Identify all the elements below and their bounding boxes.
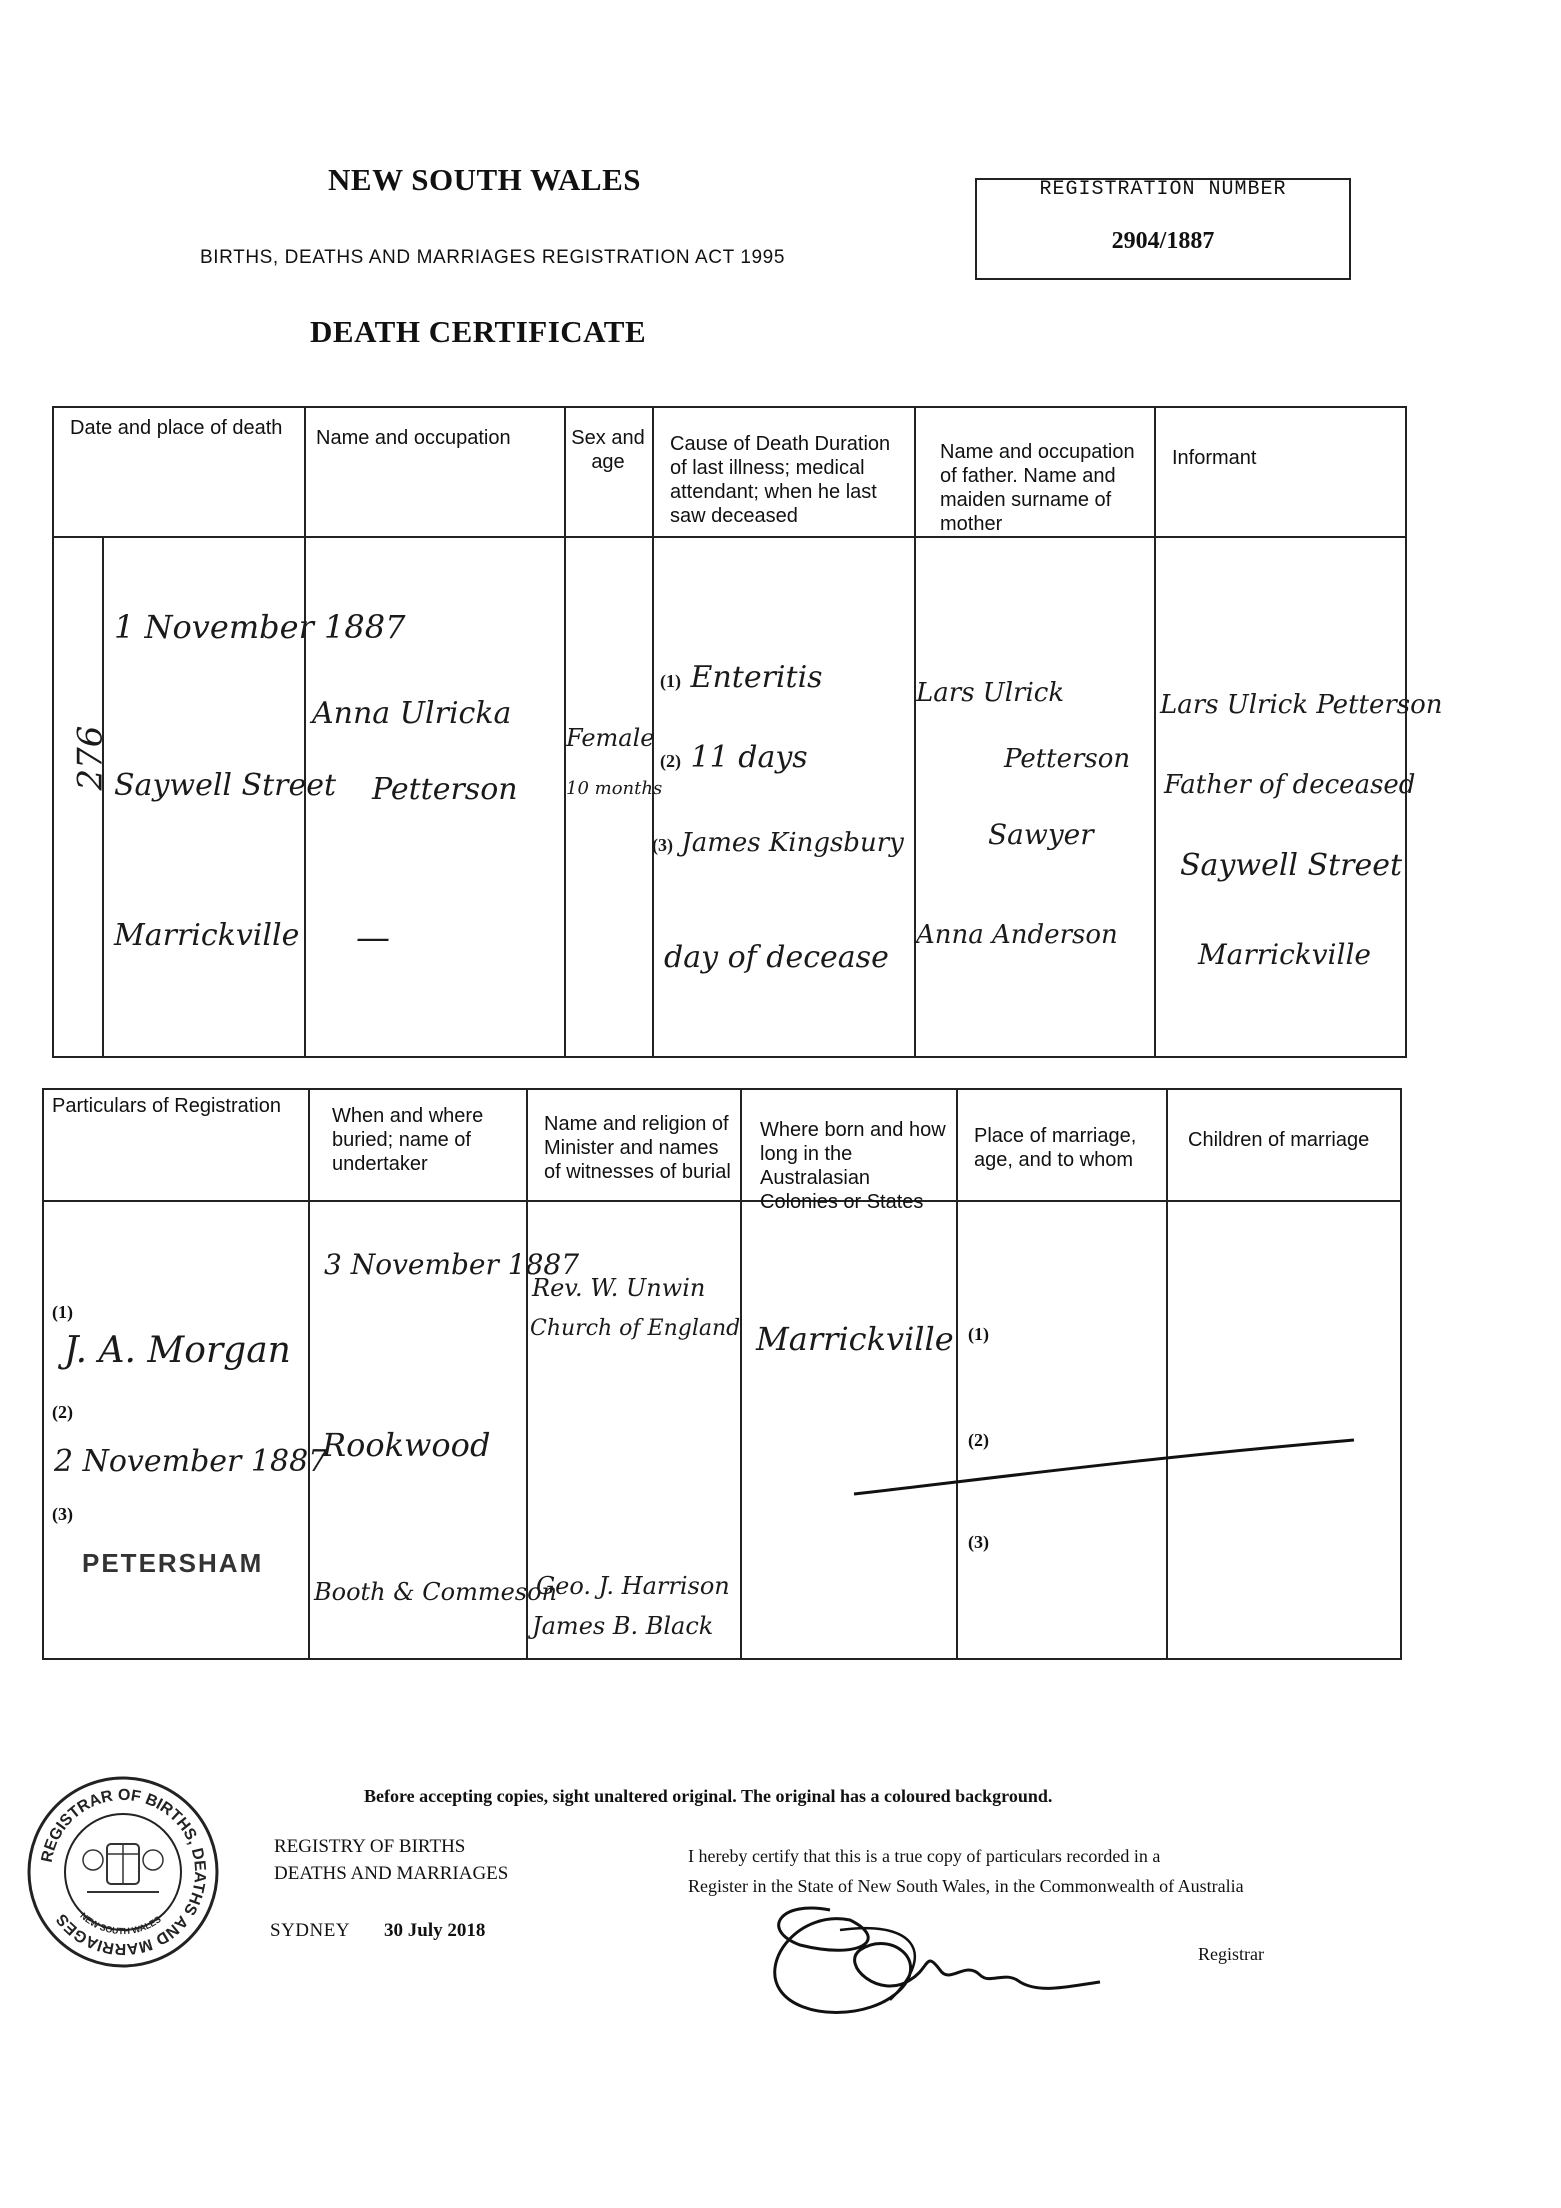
reg-marker-3: (3) [52,1504,73,1524]
seal-outer-text: REGISTRAR OF BIRTHS, DEATHS AND MARRIAGES [38,1786,209,1958]
header-burial: When and where buried; name of undertaker [332,1105,484,1175]
header-informant: Informant [1172,447,1257,469]
registration-box [975,178,1351,280]
header-registration: Particulars of Registration [52,1095,281,1117]
registration-label: REGISTRATION NUMBER [1039,178,1287,201]
deceased-surname: Petterson [372,772,518,807]
header-name-occupation: Name and occupation [316,427,511,449]
deceased-occupation: — [356,918,390,958]
certification-line-1: I hereby certify that this is a true copy of particulars recorded in a [688,1846,1161,1866]
marker-3: (3) [652,835,673,855]
last-seen: day of decease [664,940,889,975]
informant-suburb: Marrickville [1198,938,1371,971]
issue-date: 30 July 2018 [384,1920,486,1941]
informant-street: Saywell Street [1180,848,1403,883]
registrar-name: J. A. Morgan [64,1330,291,1371]
cause-text: Enteritis [690,660,823,695]
header-children: Children of marriage [1188,1129,1370,1151]
header-minister: Name and religion of Minister and names of witnesses of burial [544,1113,731,1183]
death-suburb: Marrickville [114,918,300,953]
registration-number: 2904/1887 [1111,228,1215,254]
minister-religion: Church of England [530,1316,741,1341]
marriage-marker-3: (3) [968,1532,989,1552]
registry-seal [25,1774,221,1970]
deceased-given-names: Anna Ulricka [312,696,512,731]
header-born: Where born and how long in the Australasian Colonies or States [760,1119,946,1213]
header-cause-of-death: Cause of Death Duration of last illness; medical attendant; when he last saw deceased [670,433,891,527]
marriage-marker-1: (1) [968,1324,989,1344]
marriage-strikeout-line [814,1430,1364,1510]
registration-date: 2 November 1887 [54,1444,328,1479]
burial-place: Rookwood [322,1426,491,1464]
mother-name: Anna Anderson [916,920,1118,950]
informant-relation: Father of deceased [1164,770,1416,800]
registrar-signature [740,1890,1120,2040]
reg-marker-1: (1) [52,1302,73,1322]
father-surname: Petterson [1004,744,1131,774]
informant-name: Lars Ulrick Petterson [1160,690,1443,720]
marriage-marker-2: (2) [968,1430,989,1450]
entry-number: 276 [70,725,111,791]
father-given-names: Lars Ulrick [916,678,1065,708]
registry-name-line-1: REGISTRY OF BIRTHS [274,1836,466,1857]
duration-text: 11 days [690,740,808,775]
deceased-sex: Female [566,724,655,752]
header-marriage: Place of marriage, age, and to whom [974,1125,1137,1171]
witness-2: James B. Black [532,1612,714,1640]
header-parents: Name and occupation of father. Name and maiden surname of mother [940,441,1135,535]
minister-name: Rev. W. Unwin [532,1274,706,1302]
marker-1: (1) [660,671,681,691]
attendant-text: James Kingsbury [681,828,904,858]
seal-inner-text: NEW SOUTH WALES [78,1910,163,1937]
header-sex-age: Sex and age [571,427,645,473]
document-title: DEATH CERTIFICATE [310,314,647,349]
issue-city: SYDNEY [270,1920,351,1941]
death-date: 1 November 1887 [114,608,406,646]
registrar-label: Registrar [1198,1944,1264,1964]
deceased-age: 10 months [566,778,663,799]
state-title: NEW SOUTH WALES [328,162,642,197]
act-line: BIRTHS, DEATHS AND MARRIAGES REGISTRATION ACT 1995 [200,247,785,268]
marker-2: (2) [660,751,681,771]
reg-marker-2: (2) [52,1402,73,1422]
death-details-table [52,406,1443,1058]
death-street: Saywell Street [114,768,337,803]
illness-duration [660,740,808,775]
registration-place-stamp: PETERSHAM [82,1548,264,1578]
father-occupation: Sawyer [988,818,1094,851]
birthplace: Marrickville [756,1320,954,1358]
registry-name-line-2: DEATHS AND MARRIAGES [274,1863,509,1884]
certification-line-2: Register in the State of New South Wales, in the Commonwealth of Australia [688,1876,1244,1896]
footer-note: Before accepting copies, sight unaltered original. The original has a coloured background. [364,1786,1053,1806]
header-date-place: Date and place of death [70,417,283,439]
undertaker: Booth & Commeson [314,1578,558,1606]
medical-attendant [652,828,904,858]
witness-1: Geo. J. Harrison [536,1572,730,1600]
cause-of-death [660,660,823,695]
burial-date: 3 November 1887 [324,1248,580,1281]
